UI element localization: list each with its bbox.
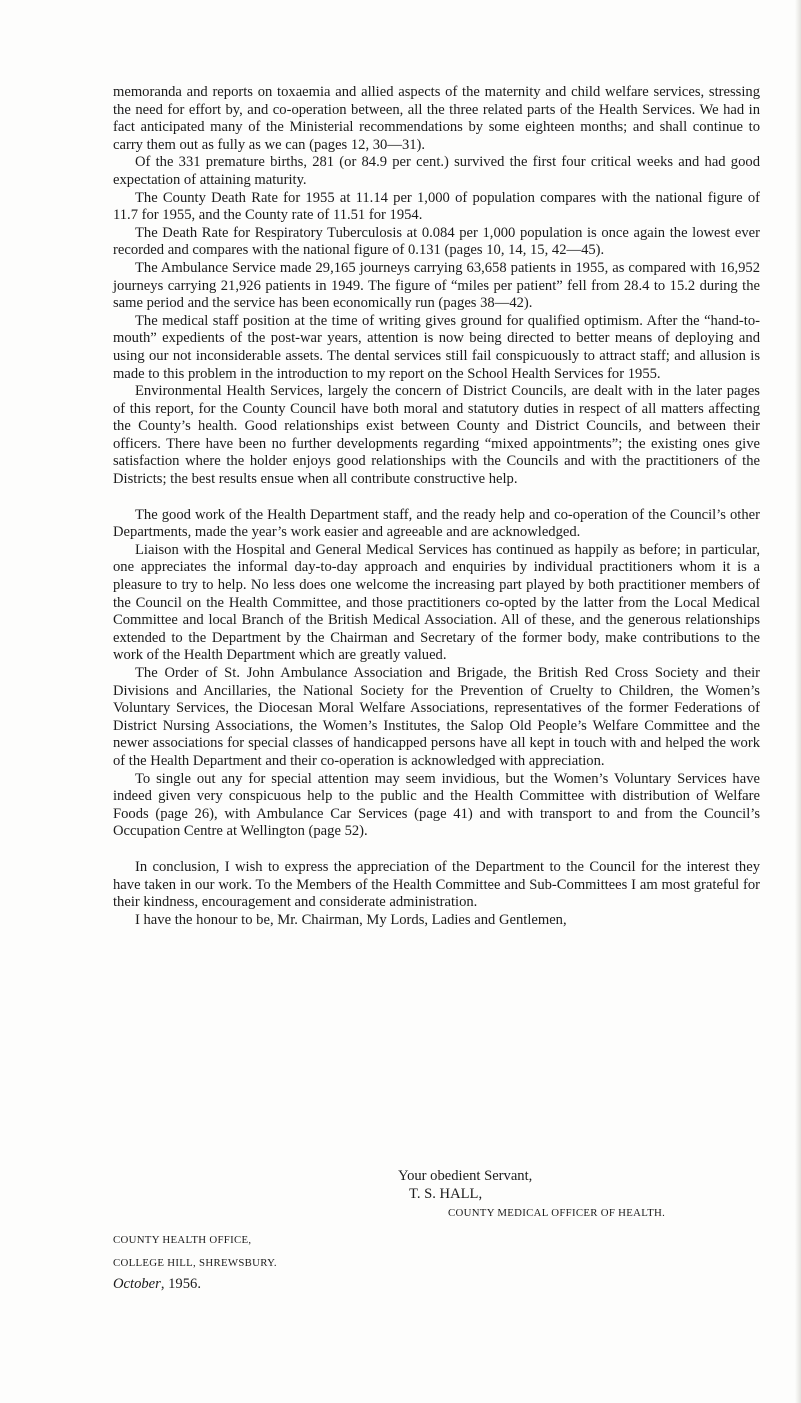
paragraph-gap: [113, 841, 760, 859]
address-line-office: COUNTY HEALTH OFFICE,: [113, 1234, 252, 1246]
paragraph-ambulance-service: The Ambulance Service made 29,165 journeys carrying 63,658 patients in 1955, as compared with 16,952 journeys carrying 21,926 patients in 1949. The figure of “miles per patient” fell from 28.4 to 15.2 during the same period and the service has been economically run (pages 38—42).: [113, 259, 760, 312]
office-address: [113, 1232, 277, 1293]
date-month: October: [113, 1276, 161, 1292]
address-line-street: COLLEGE HILL, SHREWSBURY.: [113, 1257, 277, 1269]
paragraph-honour: I have the honour to be, Mr. Chairman, My Lords, Ladies and Gentlemen,: [135, 911, 567, 928]
signature-block: [113, 1168, 760, 1221]
paragraph-maternity-reports: memoranda and reports on toxaemia and allied aspects of the maternity and child welfare services, stressing the need for effort by, and co-operation between, all the three related parts of the Health Services. We had in fact anticipated many of the Ministerial recommendations by some eighteen months; and shall continue to carry them out as fully as we can (pages 12, 30—31).: [113, 84, 760, 153]
closing-salutation: Your obedient Servant,: [398, 1168, 533, 1184]
signatory-name: T. S. HALL,: [409, 1185, 483, 1202]
paragraph-premature-births: Of the 331 premature births, 281 (or 84.9 per cent.) survived the first four critical weeks and had good expectation of attaining maturity.: [113, 154, 760, 188]
paragraph-medical-staff: The medical staff position at the time of writing gives ground for qualified optimism. After the “hand-to-mouth” expedients of the post-war years, attention is now being directed to better means of deploying and using our not inconsiderable assets. The dental services still fail conspicuously to attract staff; and allusion is made to this problem in the introduction to my report on the School Health Services for 1955.: [113, 312, 760, 382]
report-body: [113, 84, 760, 929]
paragraph-liaison: Liaison with the Hospital and General Medical Services has continued as happily as before; in particular, one appreciates the informal day-to-day approach and enquiries by individual practitioners whom it is a pleasure to try to help. No less does one welcome the increasing part played by both practitioner members of the Council on the Health Committee, and those practitioners co-opted by the latter from the Local Medical Committee and local Branch of the British Medical Association. All of these, and the generous relationships extended to the Department by the Chairman and Secretary of the former body, make contributions to the work of the Health Department which are greatly valued.: [113, 541, 760, 664]
page-edge-shadow: [795, 0, 801, 1403]
paragraph-staff-acknowledgement: The good work of the Health Department staff, and the ready help and co-operation of the Council’s other Departments, made the year’s work easier and agreeable and are acknowledged.: [113, 506, 760, 541]
paragraph-womens-voluntary-services: To single out any for special attention may seem invidious, but the Women’s Voluntary Services have indeed given very conspicuous help to the public and the Health Committee with distribution of Welfare Foods (page 26), with Ambulance Car Services (page 41) and with transport to and from the Council’s Occupation Centre at Wellington (page 52).: [113, 770, 760, 840]
document-date: [113, 1276, 277, 1293]
date-year: , 1956.: [160, 1276, 201, 1292]
paragraph-gap: [113, 489, 760, 507]
paragraph-county-death-rate: The County Death Rate for 1955 at 11.14 per 1,000 of population compares with the national figure of 11.7 for 1955, and the County rate of 11.51 for 1954.: [113, 189, 760, 224]
signatory-title: COUNTY MEDICAL OFFICER OF HEALTH.: [448, 1207, 666, 1220]
paragraph-environmental-health: Environmental Health Services, largely the concern of District Councils, are dealt with in the later pages of this report, for the County Council have both moral and statutory duties in respect of all matters affecting the County’s health. Good relationships exist between County and District Councils, and between their officers. There have been no further developments regarding “mixed appointments”; the existing ones give satisfaction where the holder enjoys good relationships with the Councils and with the practitioners of the Districts; the best results ensue when all contribute constructive help.: [113, 383, 760, 488]
paragraph-tuberculosis-rate: The Death Rate for Respiratory Tuberculosis at 0.084 per 1,000 population is once again the lowest ever recorded and compares with the national figure of 0.131 (pages 10, 14, 15, 42—45).: [113, 224, 760, 259]
paragraph-conclusion: In conclusion, I wish to express the appreciation of the Department to the Council for the interest they have taken in our work. To the Members of the Health Committee and Sub-Committees I am most grateful for their kindness, encouragement and considerate administration.: [113, 858, 760, 911]
paragraph-voluntary-organisations: The Order of St. John Ambulance Association and Brigade, the British Red Cross Society and their Divisions and Ancillaries, the National Society for the Prevention of Cruelty to Children, the Women’s Voluntary Services, the Diocesan Moral Welfare Associations, representatives of the former Federations of District Nursing Associations, the Women’s Institutes, the Salop Old People’s Welfare Committee and the newer associations for special classes of handicapped persons have all kept in touch with and helped the work of the Health Department and their co-operation is acknowledged with appreciation.: [113, 665, 760, 769]
